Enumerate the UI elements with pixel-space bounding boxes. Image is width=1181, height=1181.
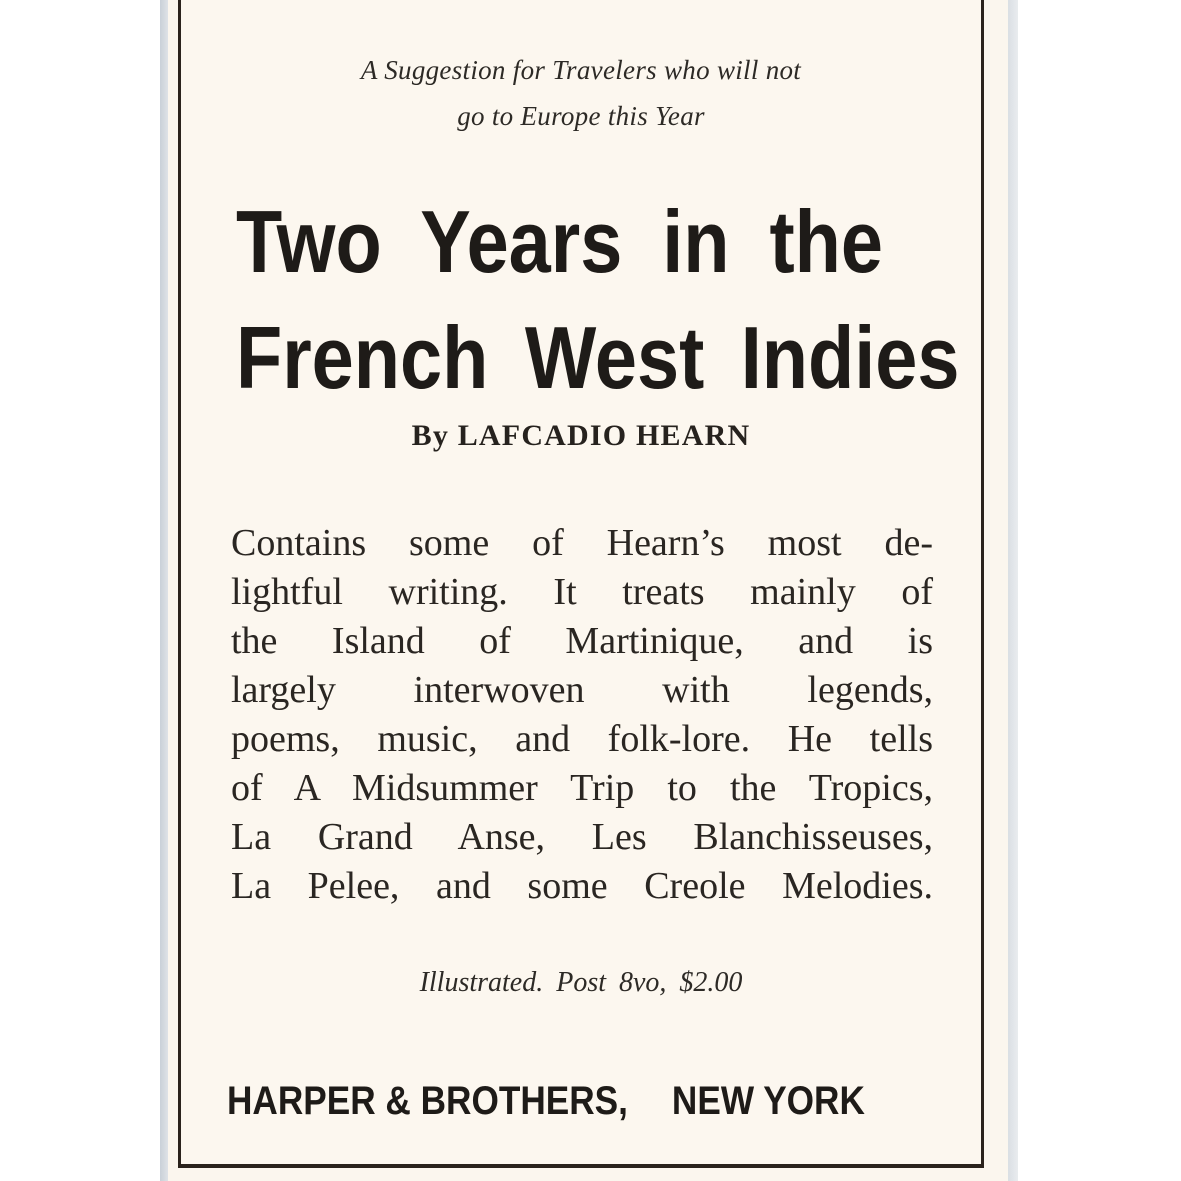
description-line: largely interwoven with legends, [231,669,933,711]
publisher-city: NEW YORK [671,1079,865,1123]
description-line: the Island of Martinique, and is [231,620,933,662]
tagline-line-2: go to Europe this Year [457,101,705,131]
book-title-line-2: French West Indies [236,308,960,407]
description-line: La Grand Anse, Les Blanchisseuses, [231,816,933,858]
tagline [181,47,981,139]
publisher [227,1079,865,1124]
book-title-line-1: Two Years in the [236,192,883,291]
author-byline: By LAFCADIO HEARN [411,419,751,452]
book-title [236,184,960,416]
description-line: Contains some of Hearn’s most de- [231,522,933,564]
description [231,519,933,911]
tagline-line-1: A Suggestion for Travelers who will not [360,55,802,85]
publisher-name: HARPER & BROTHERS, [227,1079,628,1123]
description-line: poems, music, and folk-lore. He tells [231,718,933,760]
advertisement-frame [178,0,984,1168]
price-line: Illustrated. Post 8vo, $2.00 [419,967,743,998]
description-line: La Pelee, and some Creole Melodies. [231,865,933,907]
description-line: of A Midsummer Trip to the Tropics, [231,767,933,809]
description-line: lightful writing. It treats mainly of [231,571,933,613]
